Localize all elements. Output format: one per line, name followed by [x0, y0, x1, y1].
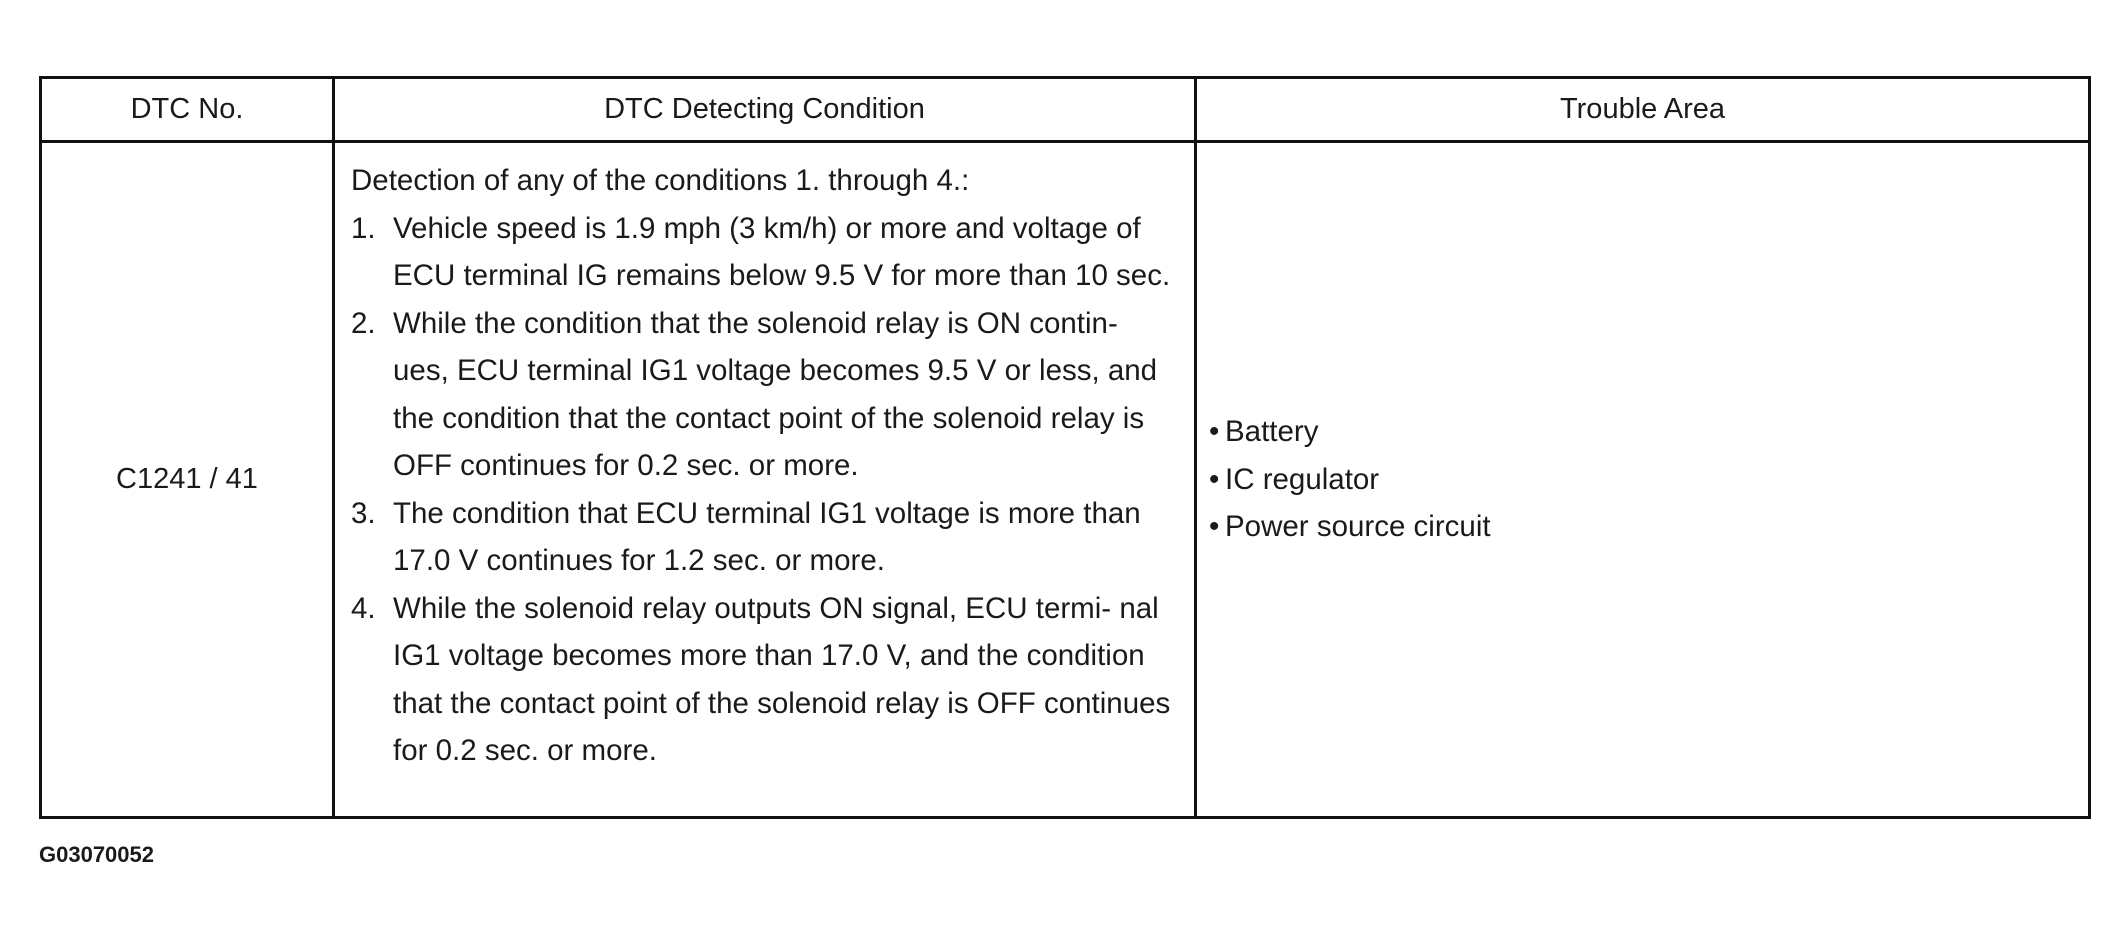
header-row — [41, 78, 2090, 142]
header-dtc-no: DTC No. — [41, 78, 334, 142]
condition-intro: Detection of any of the conditions 1. through 4.: — [351, 164, 970, 197]
condition-item — [351, 300, 1180, 490]
trouble-area-label: IC regulator — [1225, 462, 1380, 496]
list-item — [1209, 503, 2088, 551]
trouble-area-label: Battery — [1225, 415, 1319, 449]
bullet-icon: • — [1209, 415, 1220, 449]
condition-text: While the condition that the solenoid relay is ON contin- ues, ECU terminal IG1 voltage becomes 9.5 V or less, and the condition that the contact point of the solenoid relay is OFF continues for 0.2 sec. or more. — [393, 306, 1158, 482]
condition-text: Vehicle speed is 1.9 mph (3 km/h) or more and voltage of ECU terminal IG remains below 9.5 V for more than 10 sec. — [393, 211, 1171, 292]
condition-item — [351, 585, 1180, 775]
list-item — [1209, 456, 2088, 504]
condition-text: While the solenoid relay outputs ON signal, ECU termi- nal IG1 voltage becomes more than 17.0 V, and the condition that the contact point of the solenoid relay is OFF continues for 0.2 sec. or more. — [393, 591, 1171, 767]
condition-item — [351, 490, 1180, 585]
bullet-icon: • — [1209, 510, 1220, 544]
condition-text: The condition that ECU terminal IG1 voltage is more than 17.0 V continues for 1.2 sec. or more. — [393, 496, 1141, 577]
condition-number: 3. — [351, 496, 376, 530]
condition-number: 1. — [351, 211, 376, 245]
table-row — [41, 142, 2090, 818]
condition-item — [351, 205, 1180, 300]
condition-number: 2. — [351, 306, 376, 340]
trouble-area-cell — [1196, 142, 2090, 818]
header-detecting-condition: DTC Detecting Condition — [334, 78, 1196, 142]
header-trouble-area: Trouble Area — [1196, 78, 2090, 142]
detecting-condition-cell — [334, 142, 1196, 818]
condition-number: 4. — [351, 591, 376, 625]
dtc-table — [39, 76, 2091, 819]
bullet-icon: • — [1209, 462, 1220, 496]
figure-code: G03070052 — [39, 842, 154, 867]
condition-list — [351, 205, 1180, 775]
trouble-area-list — [1209, 408, 2088, 551]
dtc-number-cell: C1241 / 41 — [41, 142, 334, 818]
trouble-area-label: Power source circuit — [1225, 510, 1491, 544]
list-item — [1209, 408, 2088, 456]
